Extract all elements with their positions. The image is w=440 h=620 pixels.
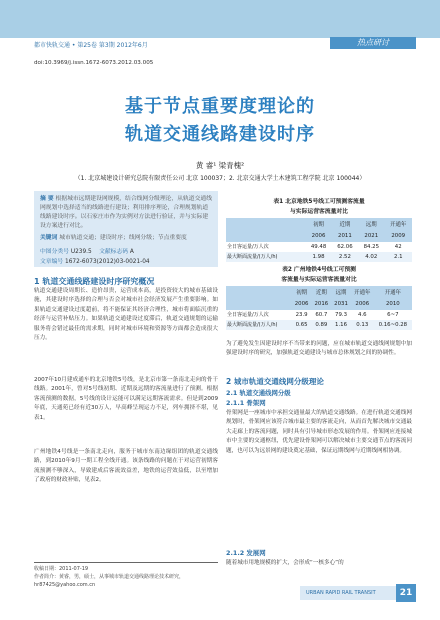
table-row — [226, 320, 412, 330]
table-header-cell: 开通年 — [374, 286, 412, 298]
section-tag: 热点研讨 — [330, 37, 416, 49]
doi: doi:10.3969/j.issn.1672-6073.2012.03.005 — [34, 60, 154, 66]
table-cell: 42 — [384, 242, 412, 252]
table-cell: 2.1 — [384, 252, 412, 262]
table-cell: 0.89 — [311, 320, 331, 330]
row-label: 最大断面流量/(万人/h) — [226, 252, 305, 262]
table-row — [226, 242, 412, 252]
table-1-title: 表1 北京地铁5号线工可预测客流量 — [273, 199, 365, 205]
table-cell: 23.9 — [292, 310, 312, 320]
table-header-cell: 2009 — [384, 230, 412, 242]
clc-label: 中图分类号 — [40, 249, 69, 255]
table-header-cell: 远期 — [358, 218, 384, 230]
section-2-heading: 2 城市轨道交通线网分级理论 — [226, 377, 324, 386]
table-cell: 2.52 — [332, 252, 358, 262]
table-header-cell: 开通年 — [384, 218, 412, 230]
abstract-text: 根据城市远期建设网规模，结合线网分级理论，从轨道交通线网规划中选择适当的线路进行建设；利用排序理论，合理规划轨道线路建设时序。以石家庄市作为实例对方法进行验证，并与实际建设方案进行对比。 — [40, 196, 212, 229]
table-header-cell: 近期 — [332, 218, 358, 230]
table-row — [226, 310, 412, 320]
table-cell: 4.02 — [358, 252, 384, 262]
table-header-cell: 2031 — [331, 298, 351, 310]
keywords-label: 关键词 — [40, 235, 58, 241]
table-2-title: 表2 广州地铁4号线工可预测 — [282, 267, 356, 273]
table-header-cell: 2006 — [351, 298, 374, 310]
table-cell: 79.3 — [331, 310, 351, 320]
table-cell: 62.06 — [332, 242, 358, 252]
table-cell: 1.16 — [331, 320, 351, 330]
doc-code-value: A — [129, 249, 134, 255]
section-2-1-2-heading: 2.1.2 发展网 — [226, 549, 266, 557]
section-2-1-heading: 2.1 轨道交通线网分级 — [226, 389, 291, 397]
table-cell: 0.65 — [292, 320, 312, 330]
footer-journal-name: URBAN RAPID RAIL TRANSIT — [300, 586, 410, 600]
table-cell: 84.25 — [358, 242, 384, 252]
table-header-row — [226, 218, 412, 230]
table-cell: 0.13 — [351, 320, 374, 330]
table-header-cell: 2021 — [358, 230, 384, 242]
table-header-cell: 近期 — [311, 286, 331, 298]
table-row — [226, 252, 412, 262]
table-header-cell — [226, 298, 292, 310]
article-id-row — [40, 256, 150, 265]
row-label: 最大断面流量/(万人/h) — [226, 320, 292, 330]
table-header-cell: 初期 — [292, 286, 312, 298]
affiliations: （1. 北京城建设计研究总院有限责任公司 北京 100037；2. 北京交通大学土木建筑工程学院 北京 100044） — [74, 175, 366, 182]
table-2 — [226, 286, 412, 330]
table-cell: 49.48 — [305, 242, 331, 252]
title-line-2: 轨道交通线路建设时序 — [125, 124, 315, 145]
article-id-value: 1672-6073(2012)03-0021-04 — [65, 259, 150, 265]
footnote — [34, 562, 218, 589]
article-id-label: 文章编号 — [40, 259, 64, 265]
table-header-cell: 初期 — [305, 218, 331, 230]
received-date: 收稿日期：2011-07-19 — [34, 566, 89, 572]
right-paragraph-1: 为了避免发生因建设时序不当带来的问题，应在城市轨道交通线网规划中加强建设时序的研究，加强轨道交通建设与城市总体规划之间的协调性。 — [226, 341, 412, 357]
keywords: 城市轨道交通；建设时序；线网分级；节点重要度 — [59, 235, 187, 241]
table-cell: 0.16~0.28 — [374, 320, 412, 330]
table-subheader-row — [226, 298, 412, 310]
header-banner — [0, 0, 440, 38]
table-cell: 6~7 — [374, 310, 412, 320]
section-2-1-1-heading: 2.1.1 骨架网 — [226, 399, 266, 407]
table-header-row — [226, 286, 412, 298]
clc-value: U239.5 — [70, 249, 92, 255]
table-subheader-row — [226, 230, 412, 242]
right-paragraph-2: 骨架网是一座城市中承担交通量最大的轨道交通线路。在进行轨道交通线网规划时，骨架网应该符合城市最主要的客流走向，从而首先解决城市交通最大走廊上的客流问题，同时具有引导城市形态发展的作用。骨架网应连接城市中主要的交通枢纽，优先建设骨架网可以解决城市主要交通节点的客流问题，也可以为远景网的建设奠定基础，保证远期线网与近期线网相协调。 — [226, 410, 412, 454]
table-header-cell: 远期 — [331, 286, 351, 298]
table-header-cell — [226, 218, 305, 230]
table-cell: 1.98 — [305, 252, 331, 262]
table-header-cell: 2006 — [292, 298, 312, 310]
section-1-paragraph-2: 2007年10月建成通车的北京地铁5号线，是北京市第一条南北走向的骨干线路。2001年，曾对5号线初期、近期及远期的客流量进行了预测。根据客流预测的数据，5号线的设计运能可以满足远期客流需求。但是到2009年底，天通苑已经有近30万人，早高峰呈现运力不足，列车拥挤不堪，见表1。 — [34, 377, 218, 421]
table-1 — [226, 218, 412, 262]
section-1-paragraph-1: 轨道交通建设周期长、造价昂贵，运营成本高，是投资较大的城市基础设施，其建设时序选择的合理与否会对城市社会经济发展产生重要影响。如果轨道交通建设过度超前，将不能保证其经济合理性，城市将面临沉重的经济与运营补贴压力。如果轨道交通建设过度滞后，轨道交通规划的运输服务将会错过最佳的需求期，同时对城市环境和资源等方面都会造成很大压力。 — [34, 288, 218, 342]
author-bio: 作者简介：黄睿，男，硕士，从事城市轨道交通线路理论技术研究，hr87425@yahoo.com.cn — [34, 574, 185, 588]
title-line-1: 基于节点重要度理论的 — [125, 96, 315, 117]
section-1-heading: 1 轨道交通线路建设时序研究概况 — [34, 277, 155, 286]
keywords-row — [40, 234, 212, 243]
table-header-cell: 2010 — [374, 298, 412, 310]
section-1-paragraph-3: 广州地铁4号线是一条南北走向，服务于城市东南边缘组团的轨道交通线路，到2010年9月一期工程全线开通。该条线路的问题在于对运营初期客流预测不够深入，导致建成后客流效益差，地铁的运营效益低，以至增加了政府的财政补贴，见表2。 — [34, 449, 218, 484]
table-2-subtitle: 客流量与实际运营客流量对比 — [281, 277, 357, 283]
journal-info: 都市快轨交通 • 第25卷 第3期 2012年6月 — [34, 42, 148, 49]
classification-row — [40, 246, 134, 255]
table-1-subtitle: 与实际运营客流量对比 — [290, 209, 348, 215]
authors: 黄 睿¹ 梁青槐² — [195, 161, 245, 170]
row-label: 全日客运量/万人次 — [226, 310, 292, 320]
table-cell: 60.7 — [311, 310, 331, 320]
table-header-cell: 2011 — [332, 230, 358, 242]
table-header-cell: 2016 — [311, 298, 331, 310]
table-header-cell: 2006 — [305, 230, 331, 242]
page-number: 21 — [396, 584, 416, 602]
row-label: 全日客运量/万人次 — [226, 242, 305, 252]
doc-code-label: 文献标志码 — [99, 249, 129, 255]
table-header-cell: 开通年 — [351, 286, 374, 298]
table-cell: 4.6 — [351, 310, 374, 320]
table-header-cell — [226, 286, 292, 298]
abstract-label: 摘 要 — [40, 196, 54, 202]
table-header-cell — [226, 230, 305, 242]
right-paragraph-3: 随着城市用地规模的扩大，会形成“一核多心”的 — [226, 560, 344, 566]
